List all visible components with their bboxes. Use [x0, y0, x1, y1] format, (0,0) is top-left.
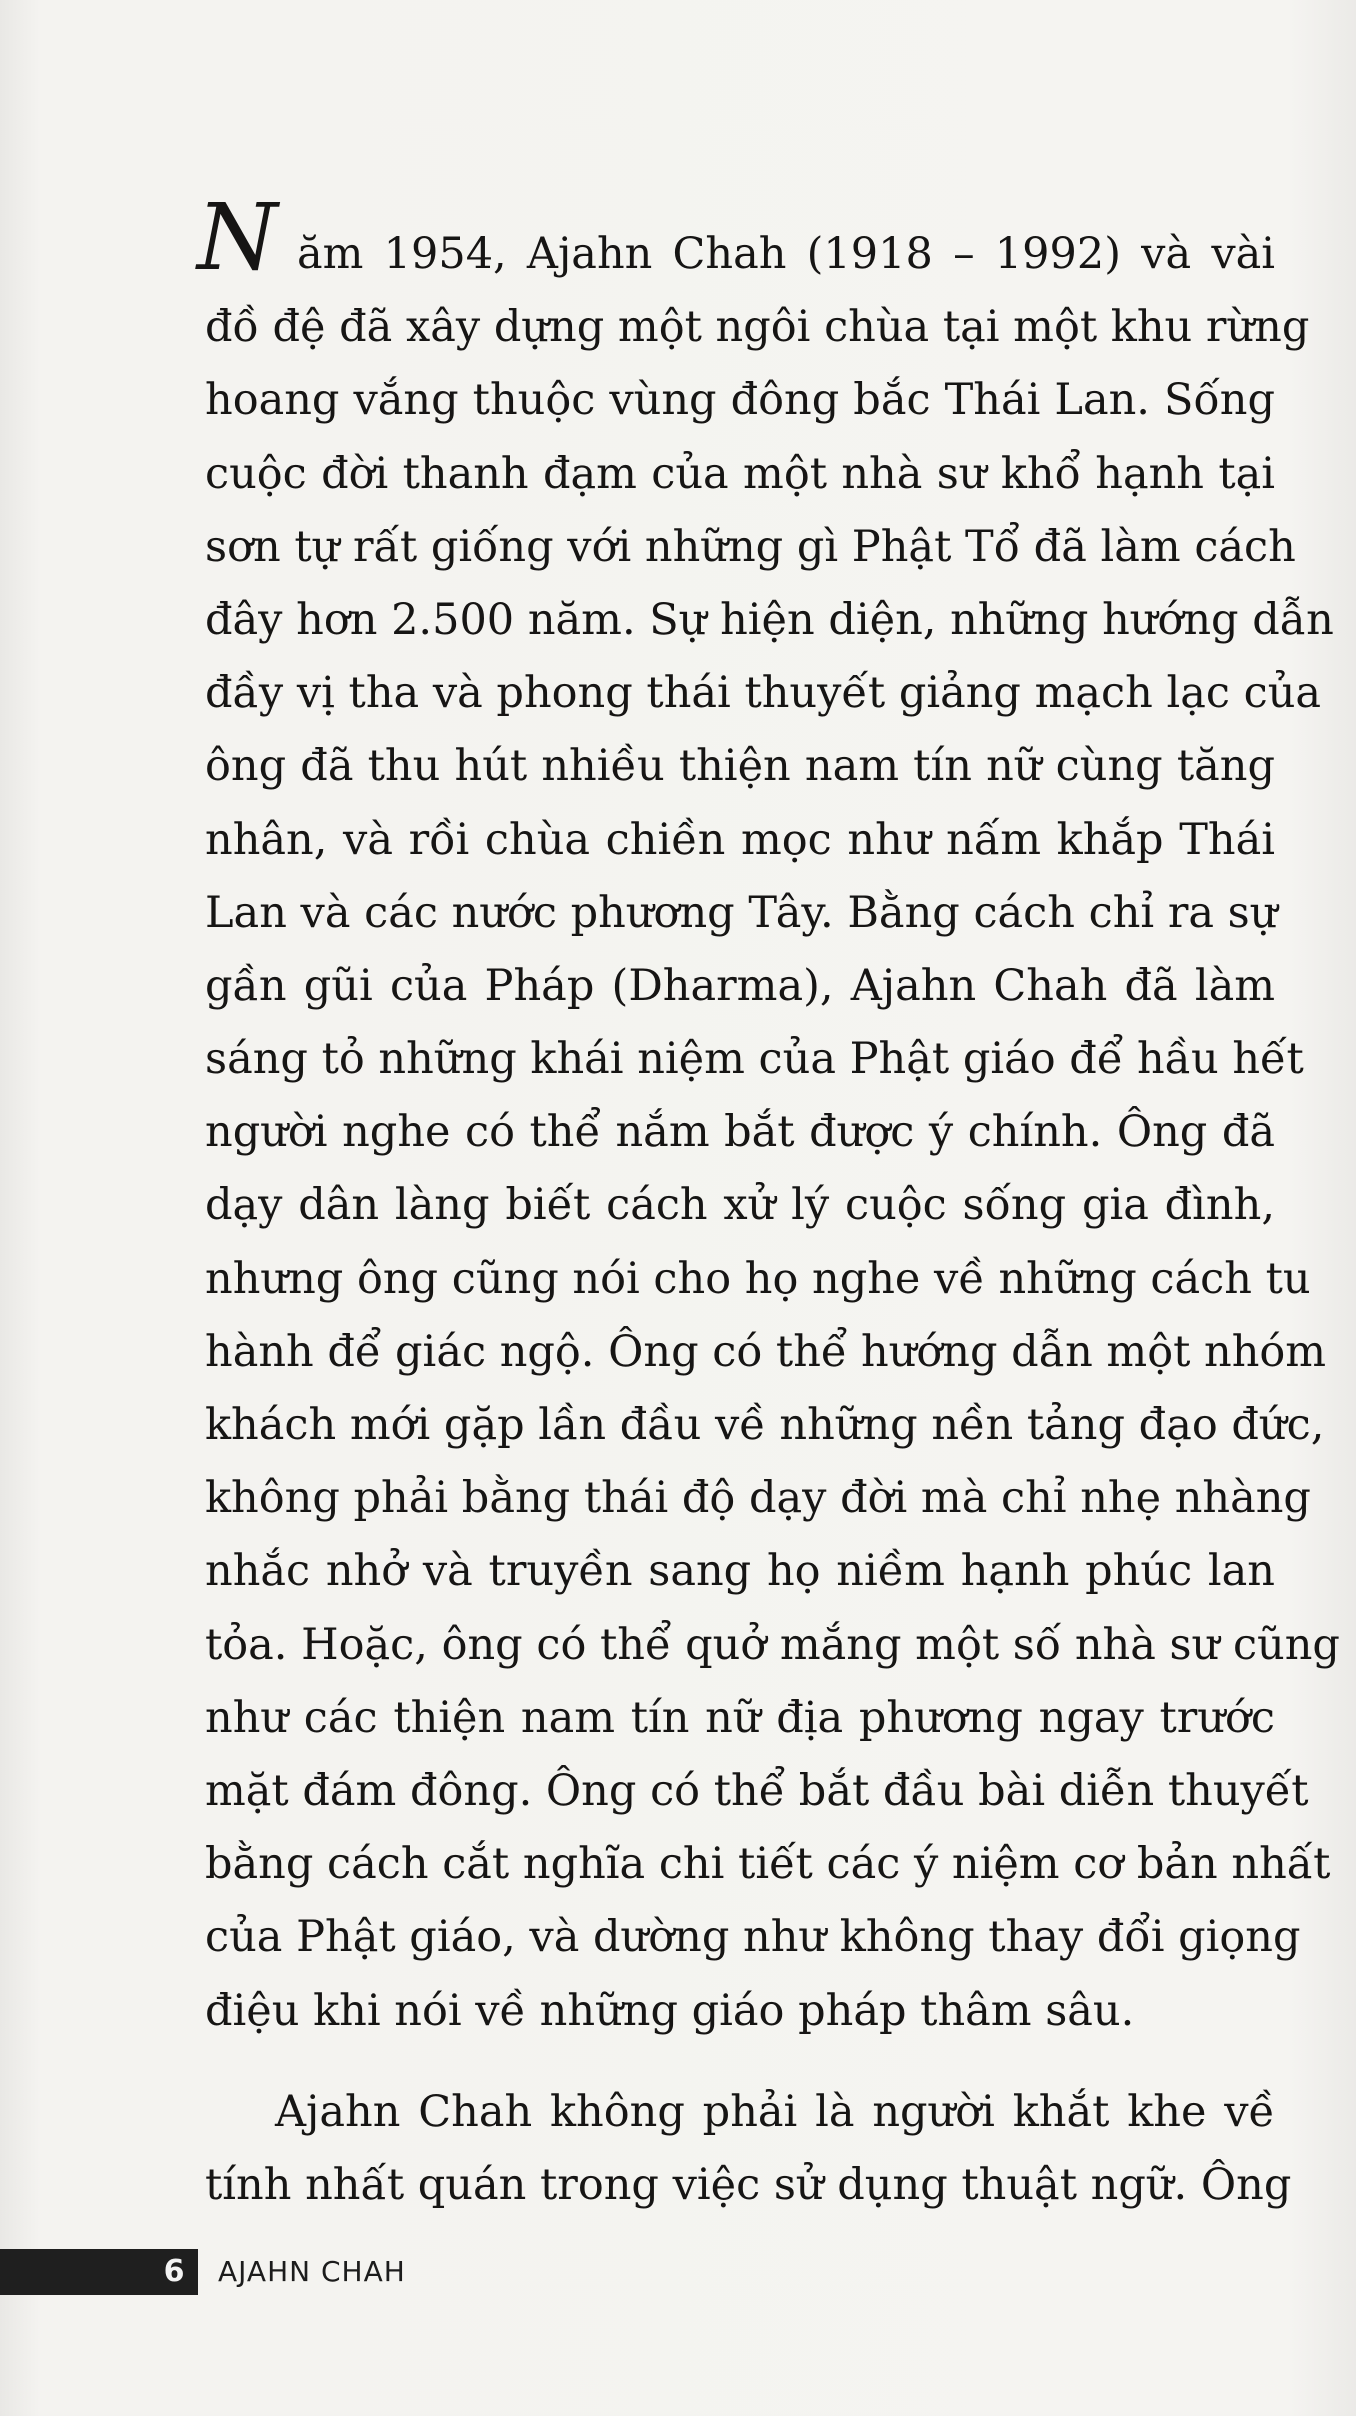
text-line: nhưng ông cũng nói cho họ nghe về những cách tu — [205, 1253, 1311, 1304]
text-line: người nghe có thể nắm bắt được ý chính. Ông đã — [205, 1107, 1275, 1158]
text-line: cuộc đời thanh đạm của một nhà sư khổ hạnh tại — [205, 448, 1275, 499]
text-line: gần gũi của Pháp (Dharma), Ajahn Chah đã làm — [205, 960, 1275, 1011]
text-line: mặt đám đông. Ông có thể bắt đầu bài diễn thuyết — [205, 1765, 1309, 1816]
text-line: nhân, và rồi chùa chiền mọc như nấm khắp Thái — [205, 814, 1275, 865]
text-line: nhắc nhở và truyền sang họ niềm hạnh phúc lan — [205, 1546, 1275, 1597]
text-line: của Phật giáo, và dường như không thay đổi giọng — [205, 1912, 1301, 1963]
text-line: tỏa. Hoặc, ông có thể quở mắng một số nhà sư cũng — [205, 1619, 1340, 1670]
first-line-text: ăm 1954, Ajahn Chah (1918 – 1992) và vài — [297, 229, 1275, 279]
text-line: đồ đệ đã xây dựng một ngôi chùa tại một khu rừng — [205, 302, 1310, 353]
text-line: sơn tự rất giống với những gì Phật Tổ đã làm cách — [205, 521, 1296, 572]
text-line: ông đã thu hút nhiều thiện nam tín nữ cùng tăng — [205, 741, 1275, 792]
text-line: Lan và các nước phương Tây. Bằng cách chỉ ra sự — [205, 887, 1278, 938]
running-title: AJAHN CHAH — [218, 2255, 406, 2288]
text-line: đây hơn 2.500 năm. Sự hiện diện, những hướng dẫn — [205, 594, 1334, 645]
page-footer — [0, 2249, 700, 2295]
body-text — [197, 184, 1340, 2222]
page-number: 6 — [150, 2249, 198, 2295]
text-line: hành để giác ngộ. Ông có thể hướng dẫn một nhóm — [205, 1326, 1327, 1377]
paragraph-1 — [205, 291, 1340, 2048]
text-line: bằng cách cắt nghĩa chi tiết các ý niệm cơ bản nhất — [205, 1839, 1331, 1890]
text-line: như các thiện nam tín nữ địa phương ngay trước — [205, 1692, 1275, 1743]
paragraph-gap — [205, 2048, 1275, 2076]
first-line — [197, 184, 1275, 291]
drop-cap: N — [197, 184, 278, 291]
text-line: dạy dân làng biết cách xử lý cuộc sống gia đình, — [205, 1180, 1275, 1231]
text-line: tính nhất quán trong việc sử dụng thuật ngữ. Ông — [205, 2159, 1292, 2210]
text-line: khách mới gặp lần đầu về những nền tảng đạo đức, — [205, 1400, 1325, 1450]
text-line: hoang vắng thuộc vùng đông bắc Thái Lan. Sống — [205, 375, 1275, 426]
text-line: Ajahn Chah không phải là người khắt khe về — [275, 2086, 1275, 2137]
text-line: điệu khi nói về những giáo pháp thâm sâu. — [205, 1985, 1135, 2036]
text-line: sáng tỏ những khái niệm của Phật giáo để hầu hết — [205, 1034, 1304, 1085]
text-line: không phải bằng thái độ dạy đời mà chỉ nhẹ nhàng — [205, 1473, 1311, 1524]
text-line: đầy vị tha và phong thái thuyết giảng mạch lạc của — [205, 668, 1322, 719]
footer-bar — [0, 2249, 150, 2295]
paragraph-2 — [205, 2076, 1292, 2222]
